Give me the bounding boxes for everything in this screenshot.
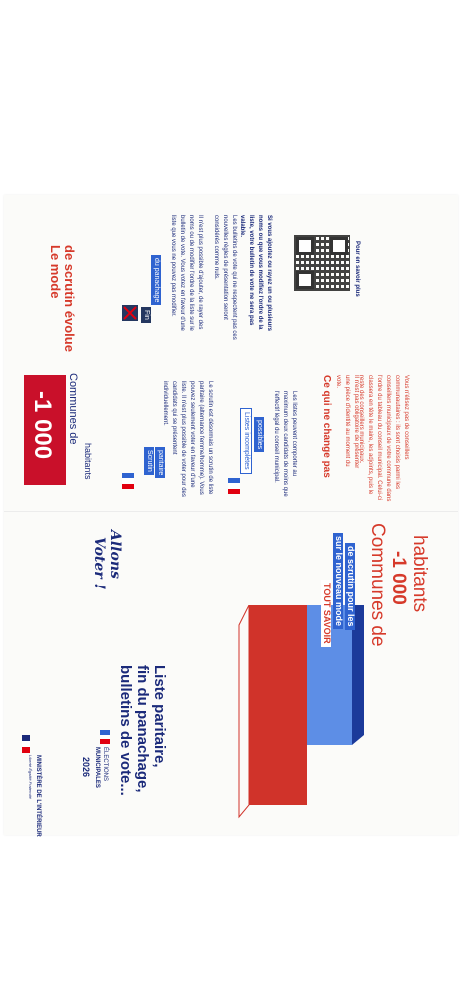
header-habitants: habitants <box>83 443 93 480</box>
ce-qui-title: Ce qui ne change pas <box>321 375 332 478</box>
red-block <box>249 605 307 805</box>
cover-box-line1: TOUT SAVOIR <box>321 580 331 647</box>
scrutin-ballot-icon <box>122 473 134 489</box>
fin-p2: Les bulletins de vote qui ne respectent pas ces nouvelles règles de présentation seront considérés comme nuls. <box>213 215 237 340</box>
qr-code[interactable] <box>294 235 350 291</box>
signature-line1: Allons <box>107 530 123 579</box>
fold-line <box>4 511 458 512</box>
headline-line3: bulletins de vote... <box>117 665 134 796</box>
crossed-ballot-icon <box>122 305 138 321</box>
scrutin-text: Le scrutin est désormais un scrutin de liste paritaire (alternance femme/homme). Vous pouvez seulement voter en faveur d'une liste. Il n'est plus possible de voter pour des candidats qui se présentent individuellement. <box>162 381 213 497</box>
mode-title-line2: de scrutin évolue <box>62 245 77 352</box>
ministry-name: MINISTÈRE DE L'INTÉRIEUR <box>35 755 41 837</box>
leaflet-sheet <box>4 195 458 835</box>
header-number: -1 000 <box>29 391 56 460</box>
ministry-motto: Liberté Égalité Fraternité <box>28 755 33 799</box>
header-communes: Communes de <box>67 373 79 445</box>
scrutin-label2: paritaire <box>155 447 165 478</box>
listes-label: Listes incomplètes <box>240 408 252 474</box>
listes-text: Les listes peuvent comporter au maximum deux candidats de moins que l'effectif légal du conseil municipal. <box>273 391 297 497</box>
republique-flag-icon <box>22 735 30 753</box>
cover-title-line3: habitants <box>409 535 430 613</box>
ce-qui-p2: Vous n'élisez pas de conseillers communautaires : ils sont choisis parmi les conseillers municipaux de votre commune dans l'ordre du tableau du conseil municipal. Celui-ci classera en tête le maire, les adjoints, puis le reste des conseillers municipaux. <box>358 375 409 502</box>
signature-line2: Voter ! <box>91 537 107 590</box>
listes-label2: possibles <box>254 417 264 452</box>
mode-title-line1: Le mode <box>48 245 63 299</box>
listes-ballot-icon <box>228 478 240 494</box>
elections-line2: MUNICIPALES <box>94 747 100 788</box>
fin-label: Fin <box>141 307 151 323</box>
fin-p1: Il n'est plus possible d'ajouter, de rayer des noms ou de modifier l'ordre de la liste sur le bulletin de vote. Vous votez en faveur d'une liste que vous ne pouvez pas modifier. <box>170 215 203 331</box>
cover-illustration <box>219 605 369 820</box>
cover-box-line2: sur le nouveau mode <box>333 533 343 629</box>
qr-caption: Pour en savoir plus <box>354 241 360 297</box>
headline-line1: Liste paritaire, <box>151 665 168 768</box>
fin-p3: Si vous ajoutez ou rayez un ou plusieurs noms ou que vous modifiez l'ordre de la liste, votre bulletin de vote ne sera pas valable. <box>239 215 272 332</box>
headline-line2: fin du panachage, <box>134 665 151 793</box>
cover-box-line3: de scrutin pour les <box>345 543 355 630</box>
fin-label2: du panachage <box>151 255 161 305</box>
scrutin-label: Scrutin <box>144 447 154 475</box>
cover-title-line2: -1 000 <box>388 551 409 605</box>
elections-flag-icon <box>100 730 110 744</box>
elections-year: 2026 <box>81 757 91 778</box>
elections-line1: ÉLECTIONS <box>102 747 108 782</box>
cover-title-line1: Communes de <box>367 523 388 647</box>
ce-qui-p1: Il n'est pas obligatoire de présenter une pièce d'identité au moment du vote. <box>335 375 359 469</box>
